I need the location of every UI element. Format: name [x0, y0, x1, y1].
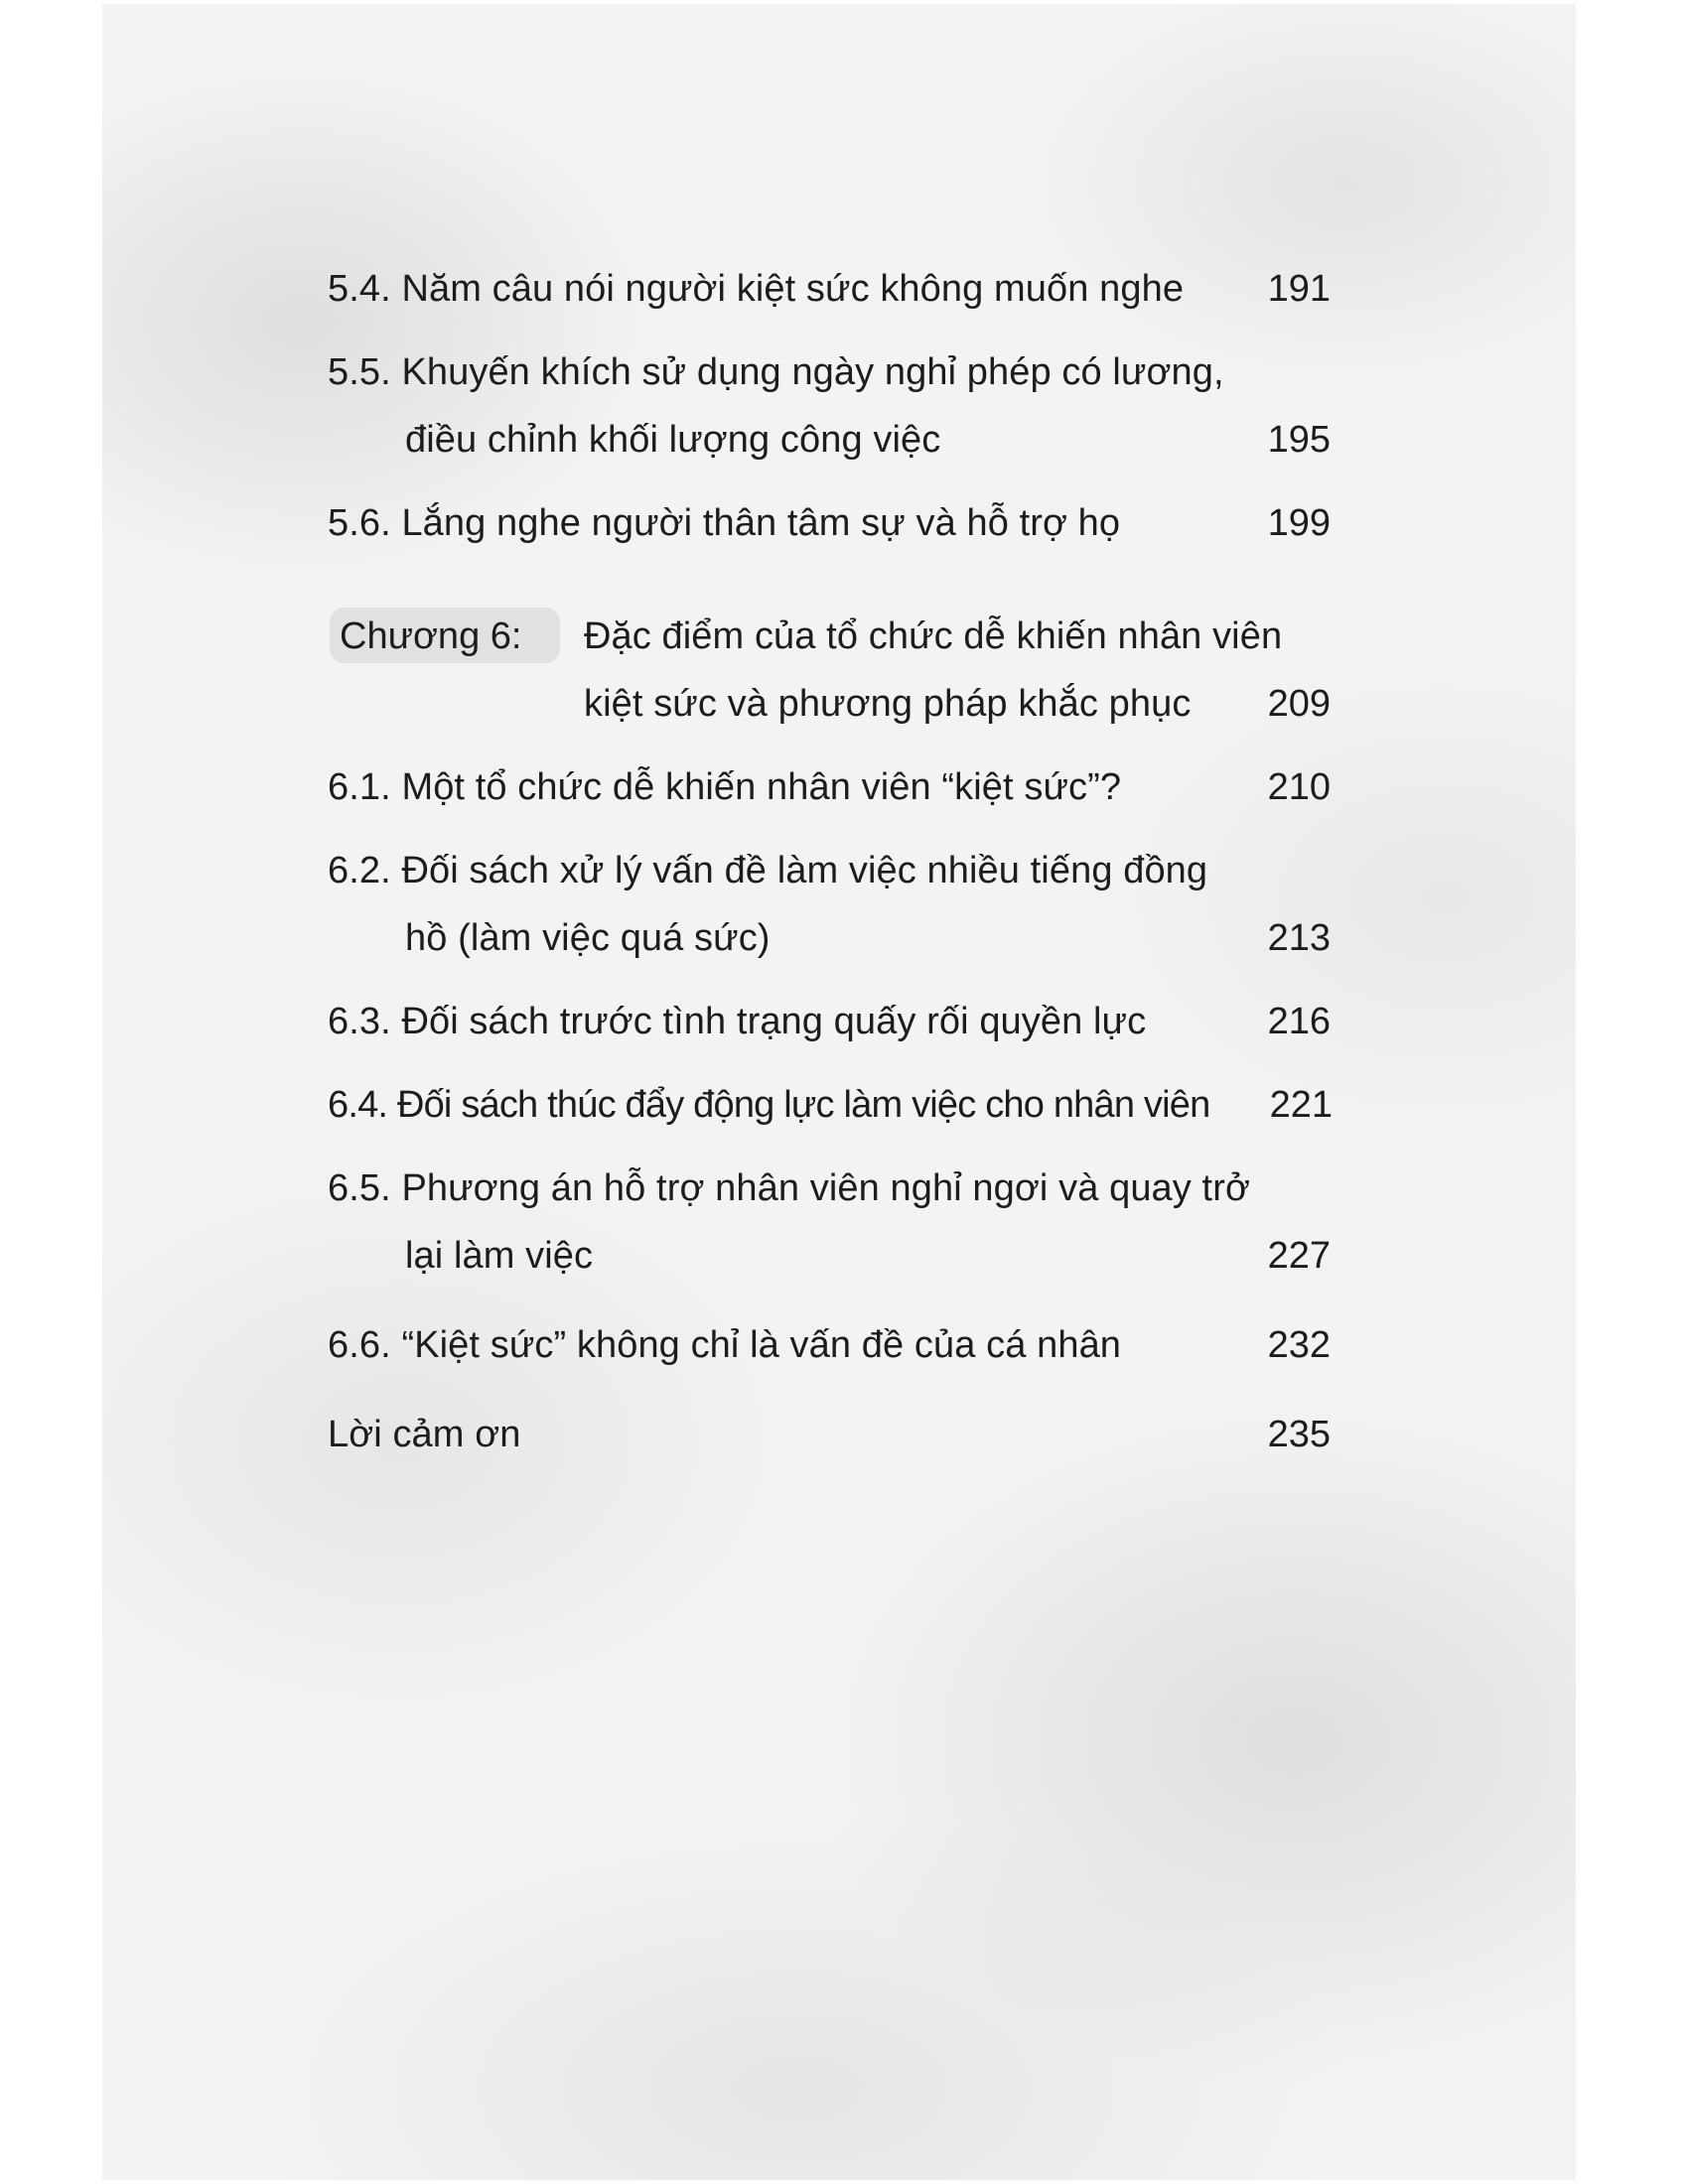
- toc-entry-6-5-title-cont: lại làm việc: [405, 1235, 594, 1277]
- toc-entry-5-5-title-cont: điều chỉnh khối lượng công việc: [405, 419, 941, 461]
- toc-entry-6-6-title: 6.6. “Kiệt sức” không chỉ là vấn đề của cá nhân: [328, 1324, 1122, 1366]
- toc-entry-6-3-page: 216: [1267, 1001, 1331, 1042]
- toc-entry-6-5-page: 227: [1267, 1235, 1331, 1277]
- toc-entry-5-4-title: 5.4. Năm câu nói người kiệt sức không muốn nghe: [328, 268, 1185, 310]
- toc-entry-6-2-page: 213: [1267, 917, 1331, 959]
- toc-entry-6-5-title: 6.5. Phương án hỗ trợ nhân viên nghỉ ngơi và quay trở: [328, 1167, 1250, 1209]
- toc-entry-6-1-title: 6.1. Một tổ chức dễ khiến nhân viên “kiệt sức”?: [328, 766, 1122, 808]
- toc-entry-5-5-title: 5.5. Khuyến khích sử dụng ngày nghỉ phép có lương,: [328, 351, 1224, 393]
- toc-entry-5-6-title: 5.6. Lắng nghe người thân tâm sự và hỗ trợ họ: [328, 502, 1121, 544]
- chapter-6-page: 209: [1267, 683, 1331, 725]
- toc-entry-6-3-title: 6.3. Đối sách trước tình trạng quấy rối quyền lực: [328, 1001, 1147, 1042]
- chapter-6-title-cont: kiệt sức và phương pháp khắc phục: [584, 683, 1192, 725]
- chapter-6-label: Chương 6:: [340, 615, 522, 657]
- toc-entry-6-4-title: 6.4. Đối sách thúc đẩy động lực làm việc cho nhân viên: [328, 1084, 1210, 1126]
- toc-entry-6-1-page: 210: [1267, 766, 1331, 808]
- toc-entry-5-4-page: 191: [1267, 268, 1331, 310]
- toc-entry-5-6-page: 199: [1267, 502, 1331, 544]
- toc-entry-5-5-page: 195: [1267, 419, 1331, 461]
- toc-entry-acknowledgements-title: Lời cảm ơn: [328, 1414, 521, 1455]
- chapter-6-title: Đặc điểm của tổ chức dễ khiến nhân viên: [584, 615, 1283, 657]
- toc-entry-6-4-page: 221: [1269, 1084, 1333, 1126]
- toc-entry-6-2-title: 6.2. Đối sách xử lý vấn đề làm việc nhiều tiếng đồng: [328, 850, 1208, 891]
- toc-entry-6-2-title-cont: hồ (làm việc quá sức): [405, 917, 771, 959]
- toc-entry-6-6-page: 232: [1267, 1324, 1331, 1366]
- toc-entry-acknowledgements-page: 235: [1267, 1414, 1331, 1455]
